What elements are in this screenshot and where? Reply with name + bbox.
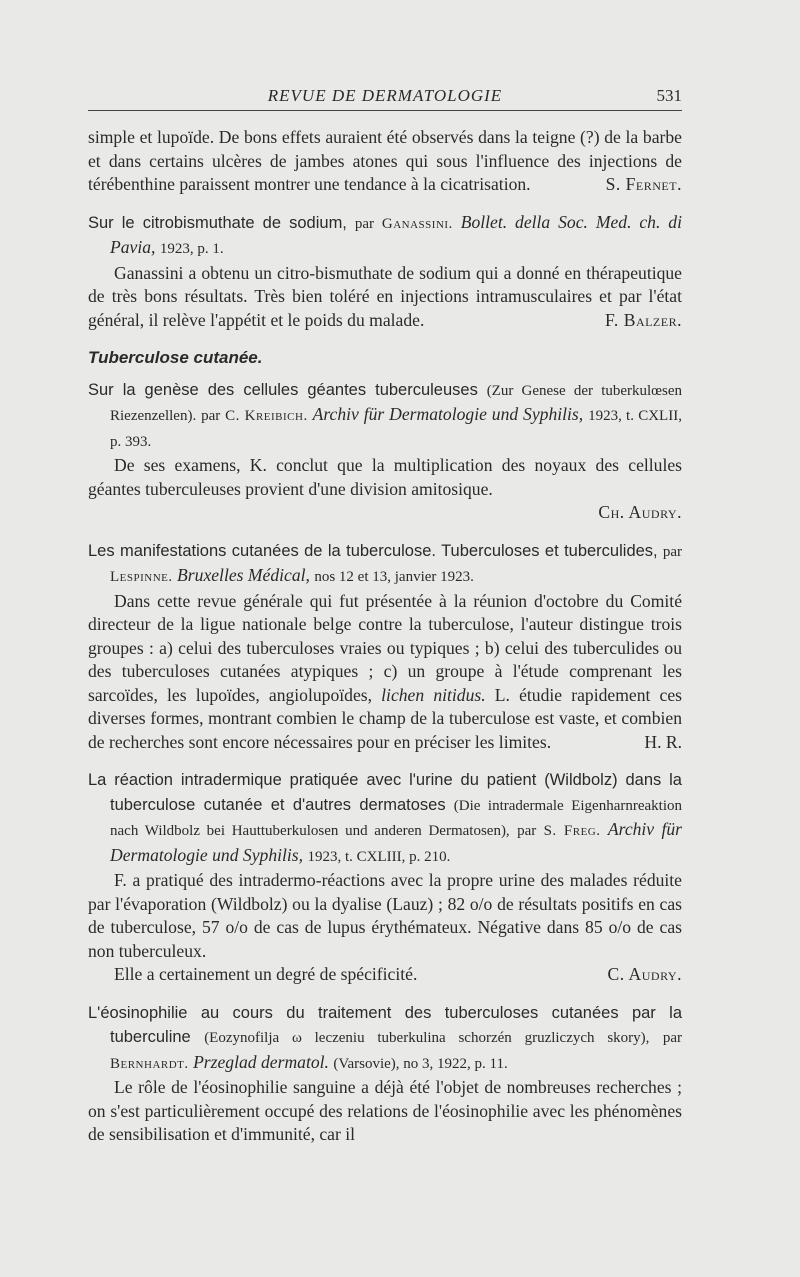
article-2-heading <box>88 378 682 455</box>
article-1-heading <box>88 211 682 262</box>
article-3-ref-detail: nos 12 et 13, janvier 1923. <box>314 569 474 585</box>
article-2-author: C. Kreibich. <box>225 408 308 424</box>
article-2-journal: Archiv für Dermatologie und Syphilis, <box>312 404 584 424</box>
running-header <box>88 86 682 111</box>
article-3-body-part-1: Dans cette revue générale qui fut présentée à la réunion d'octobre du Comité directeur de la ligue nationale belge contre la tuberculose, l'auteur distingue trois groupes : a) celui des tuberculoses vraies ou typiques ; b) celui des tuberculides ou des tuberculoses cutanées atypiques ; c) un groupe à l'étude comprenant les sarcoïdes, les lupoïdes, angiolupoïdes, <box>88 590 682 705</box>
article-3-title: Les manifestations cutanées de la tuberculose. Tuberculoses et tuberculides, <box>88 541 658 560</box>
article-5-journal: Przeglad dermatol. <box>193 1051 329 1072</box>
article-2-body: De ses examens, K. conclut que la multiplication des noyaux des cellules géantes tuberculeuses provient d'une division amitosique. <box>88 455 682 499</box>
section-heading: Tuberculose cutanée. <box>88 348 263 367</box>
article-0-text <box>88 126 682 197</box>
article-4-heading <box>88 768 682 869</box>
article-4-body-part-1: F. a pratiqué des intradermo-réactions avec la propre urine des malades réduite par l'évaporation (Wildbolz) ou la dyalise (Lauz) ; 82 o/o de résultats positifs en cas de tuberculose, 57 o/o de cas de lupus érythémateux. Négative dans 85 o/o de cas non tuberculeux. <box>88 870 682 961</box>
article-3-author: Lespinne. <box>110 569 173 585</box>
article-3-body-italic: lichen nitidus. <box>381 684 486 705</box>
article-4-original-title: (Die intradermale Eigenharnreaktion nach Wildbolz bei Hauttuberkulosen und anderen Dermatosen), <box>110 797 683 839</box>
article-2-ref-detail: 1923, t. CXLII, p. 393. <box>110 408 682 450</box>
article-1-ref-detail: 1923, p. 1. <box>159 241 224 257</box>
article-0-body: simple et lupoïde. De bons effets auraient été observés dans la teigne (?) de la barbe et dans certains ulcères de jambes atones qui sous l'influence des injections de térébenthine paraissent montrer une tendance à la cicatrisation. <box>88 127 682 194</box>
article-5-original-title: (Eozynofilja ω leczeniu tuberkulina schorzén gruzliczych skory), <box>204 1030 650 1046</box>
article-4-journal: Archiv für Dermatologie und Syphilis, <box>110 819 683 865</box>
article-5-author: Bernhardt. <box>110 1055 189 1072</box>
article-1-body: Ganassini a obtenu un citro-bismuthate de sodium qui a donné en thérapeutique de très bons résultats. Très bien toléré en injections intramusculaires et par l'état général, il relève l'appétit et le poids du malade. <box>88 262 682 330</box>
article-4-ref-by: par <box>517 823 537 839</box>
article-0-signature: S. Fernet. <box>605 174 682 194</box>
article-1-paragraph <box>88 262 682 333</box>
article-2-original-title: (Zur Genese der tuberkulœsen Riezenzellen). <box>110 382 683 424</box>
article-5-ref-by: par <box>662 1030 683 1046</box>
article-1-journal: Bollet. della Soc. Med. ch. di Pavia, <box>110 211 682 257</box>
page-number: 531 <box>656 86 682 105</box>
article-3-body-part-2: L. étudie rapidement ces diverses formes, montrant combien le champ de la tuberculose est vaste, et combien de recherches sont encore nécessaires pour en préciser les limites. <box>88 684 683 752</box>
article-3-signature: H. R. <box>644 731 682 752</box>
article-1-ref-by: par <box>354 215 374 232</box>
article-5-body: Le rôle de l'éosinophilie sanguine a déjà été l'objet de nombreuses recherches ; on s'est particulièrement occupé des relations de l'éosinophilie avec les phénomènes de sensibilisation et d'immunité, car il <box>88 1077 682 1144</box>
article-4-ref-detail: 1923, t. CXLIII, p. 210. <box>307 848 451 865</box>
article-2-ref-by: par <box>201 408 221 424</box>
article-3-ref-by: par <box>662 543 683 560</box>
article-2-signature: Ch. Audry. <box>598 502 682 522</box>
page-body <box>88 126 682 1147</box>
article-1-signature: F. Balzer. <box>605 309 682 330</box>
running-title: REVUE DE DERMATOLOGIE <box>267 86 503 105</box>
article-1-author: Ganassini. <box>381 215 453 232</box>
article-5-ref-detail: (Varsovie), no 3, 1922, p. 11. <box>333 1055 508 1072</box>
article-4-signature: C. Audry. <box>607 964 682 984</box>
article-4-author: S. Freg. <box>543 823 601 839</box>
article-3-paragraph <box>88 590 682 755</box>
article-4-body-part-2: Elle a certainement un degré de spécificité. <box>114 964 418 984</box>
article-4-title: La réaction intradermique pratiquée avec l'urine du patient (Wildbolz) dans la tuberculose cutanée et d'autres dermatoses <box>88 771 682 814</box>
article-5-heading <box>88 1001 682 1077</box>
article-4-paragraph-2 <box>88 963 682 987</box>
article-1-title: Sur le citrobismuthate de sodium, <box>88 213 347 232</box>
article-3-heading <box>88 539 682 590</box>
article-2-title: Sur la genèse des cellules géantes tuberculeuses <box>88 380 478 399</box>
article-3-journal: Bruxelles Médical, <box>177 565 310 585</box>
article-5-title: L'éosinophilie au cours du traitement des tuberculoses cutanées par la tuberculine <box>88 1003 682 1046</box>
